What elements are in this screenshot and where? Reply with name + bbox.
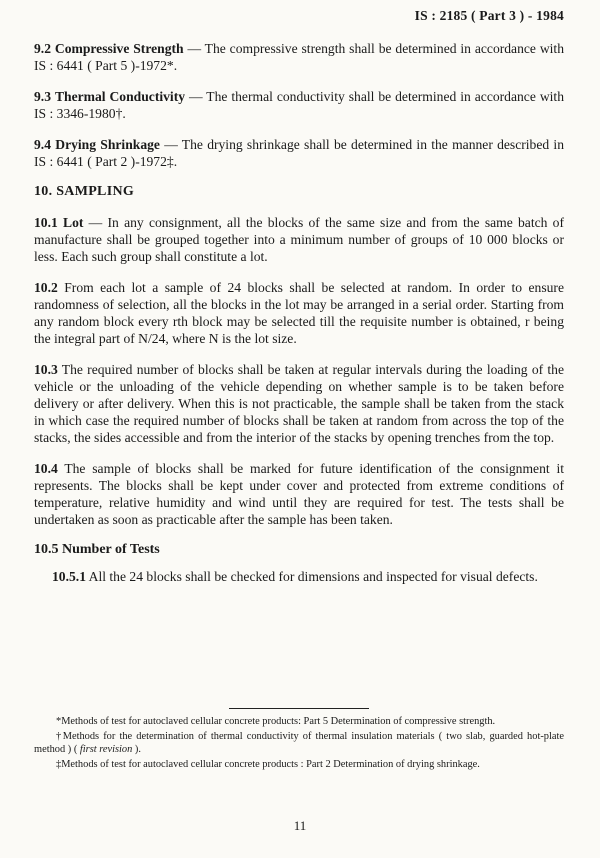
clause-9-2: [34, 40, 564, 74]
clause-10-4: [34, 460, 564, 528]
clause-10-3: [34, 361, 564, 446]
clause-text: — The compressive strength shall be determined in accordance with IS : 6441 ( Part 5 )-1972*.: [34, 41, 564, 73]
clause-number: 10.3: [34, 362, 58, 377]
subsection-heading-number-of-tests: 10.5 Number of Tests: [34, 542, 160, 557]
clause-text: The sample of blocks shall be marked for future identification of the consignment it represents. The blocks shall be kept under cover and protected from extreme conditions of temperature, relative humidity and wind until they are required for test. The tests shall be undertaken as soon as practicable after the sample has been taken.: [34, 461, 564, 527]
clause-number: 9.2: [34, 41, 51, 56]
page-number: 11: [293, 818, 307, 833]
clause-text: The required number of blocks shall be taken at regular intervals during the loading of the vehicle or the unloading of the vehicle depending on whether sample is to be taken before delivery or after delivery. When this is not practicable, the sample shall be taken from the stack in which case the required number of blocks shall be taken at random from across the top of the stacks, the sides accessible and from the interior of the stacks by opening trenches from the top.: [34, 362, 564, 445]
clause-9-3: [34, 88, 564, 122]
clause-number: 10.4: [34, 461, 58, 476]
clause-title: Drying Shrinkage: [55, 137, 160, 152]
clause-10-5-1: [34, 568, 564, 585]
footnote-2-text: †Methods for the determination of thermal conductivity of thermal insulation materials ( two slab, guarded hot-plate method ) (: [34, 731, 564, 755]
clause-text: — The thermal conductivity shall be determined in accordance with IS : 3346-1980†.: [34, 89, 564, 121]
footnote-3: ‡Methods of test for autoclaved cellular concrete products : Part 2 Determination of drying shrinkage.: [56, 759, 480, 770]
clause-10-2: [34, 279, 564, 347]
clause-title: Lot: [63, 215, 84, 230]
footnote-2: [34, 730, 564, 756]
clause-number: 9.3: [34, 89, 51, 104]
clause-text: All the 24 blocks shall be checked for dimensions and inspected for visual defects.: [85, 569, 538, 584]
footnote-2-end: ).: [132, 744, 141, 755]
clause-text: From each lot a sample of 24 blocks shall be selected at random. In order to ensure randomness of selection, all the blocks in the lot may be arranged in a serial order. Starting from any random block every rth block may be selected till the requisite number is obtained, r being the integral part of N/24, where N is the lot size.: [34, 280, 564, 346]
clause-10-1: [34, 214, 564, 265]
document-body: [34, 40, 564, 599]
page-header: IS : 2185 ( Part 3 ) - 1984: [414, 8, 564, 23]
footnote-divider: [229, 708, 369, 709]
clause-title: Compressive Strength: [54, 41, 184, 56]
section-heading-sampling: 10. SAMPLING: [34, 184, 135, 199]
clause-text: — In any consignment, all the blocks of the same size and from the same batch of manufacture shall be grouped together into a minimum number of groups of 10 000 blocks or less. Each such group shall constitute a lot.: [34, 215, 564, 264]
footnote-2-italic: first revision: [79, 744, 133, 755]
clause-text: — The drying shrinkage shall be determined in the manner described in IS : 6441 ( Part 2 )-1972‡.: [34, 137, 565, 169]
clause-9-4: [34, 136, 564, 170]
clause-title: Thermal Conductivity: [54, 89, 186, 104]
clause-number: 10.1: [34, 215, 58, 230]
footnotes: [34, 708, 564, 773]
clause-number: 10.5.1: [52, 569, 86, 584]
clause-number: 9.4: [34, 137, 51, 152]
clause-number: 10.2: [34, 280, 58, 295]
footnote-1: *Methods of test for autoclaved cellular concrete products: Part 5 Determination of compressive strength.: [56, 716, 496, 727]
